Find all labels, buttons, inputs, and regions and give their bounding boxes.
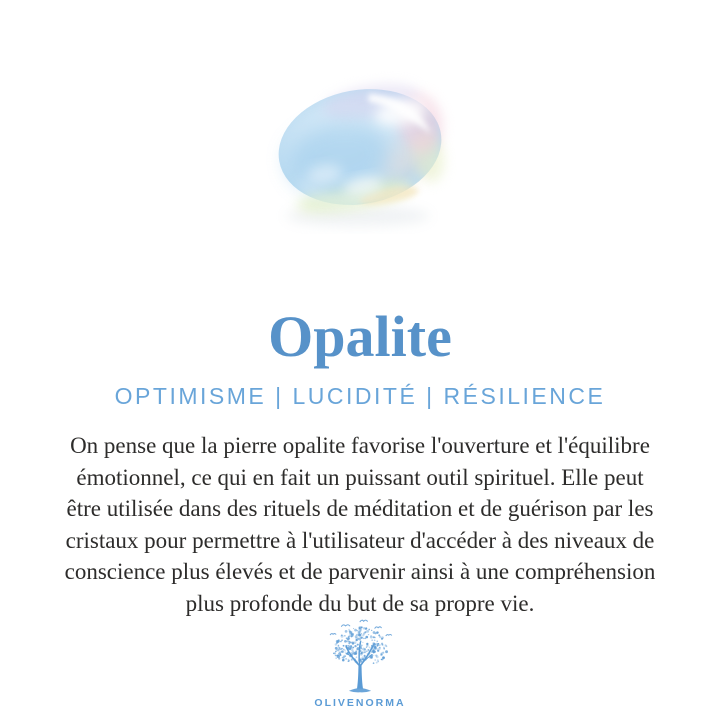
description-line: être utilisée dans des rituels de méditation et de guérison par les [66,496,654,521]
stone-title: Opalite [268,304,452,369]
description-line: On pense que la pierre opalite favorise l'ouverture et l'équilibre [70,433,650,458]
brand-logo [0,618,720,709]
tree-ground [349,688,371,692]
description-line: plus profonde du but de sa propre vie. [185,590,535,616]
tree-of-life-icon [314,618,406,696]
brand-name: OLIVENORMA [314,697,406,709]
opalite-stone-photo [230,50,490,250]
stone-description [20,430,700,619]
description-line: conscience plus élevés et de parvenir ainsi à une compréhension [64,559,656,584]
stone-keywords: OPTIMISME | LUCIDITÉ | RÉSILIENCE [114,383,606,409]
stone-body [269,75,454,220]
opalite-stone-image [230,50,490,250]
description-line: émotionnel, ce qui en fait un puissant outil spirituel. Elle peut [76,464,644,490]
tree-trunk [357,664,363,688]
description-line: cristaux pour permettre à l'utilisateur d'accéder à des niveaux de [65,527,655,553]
